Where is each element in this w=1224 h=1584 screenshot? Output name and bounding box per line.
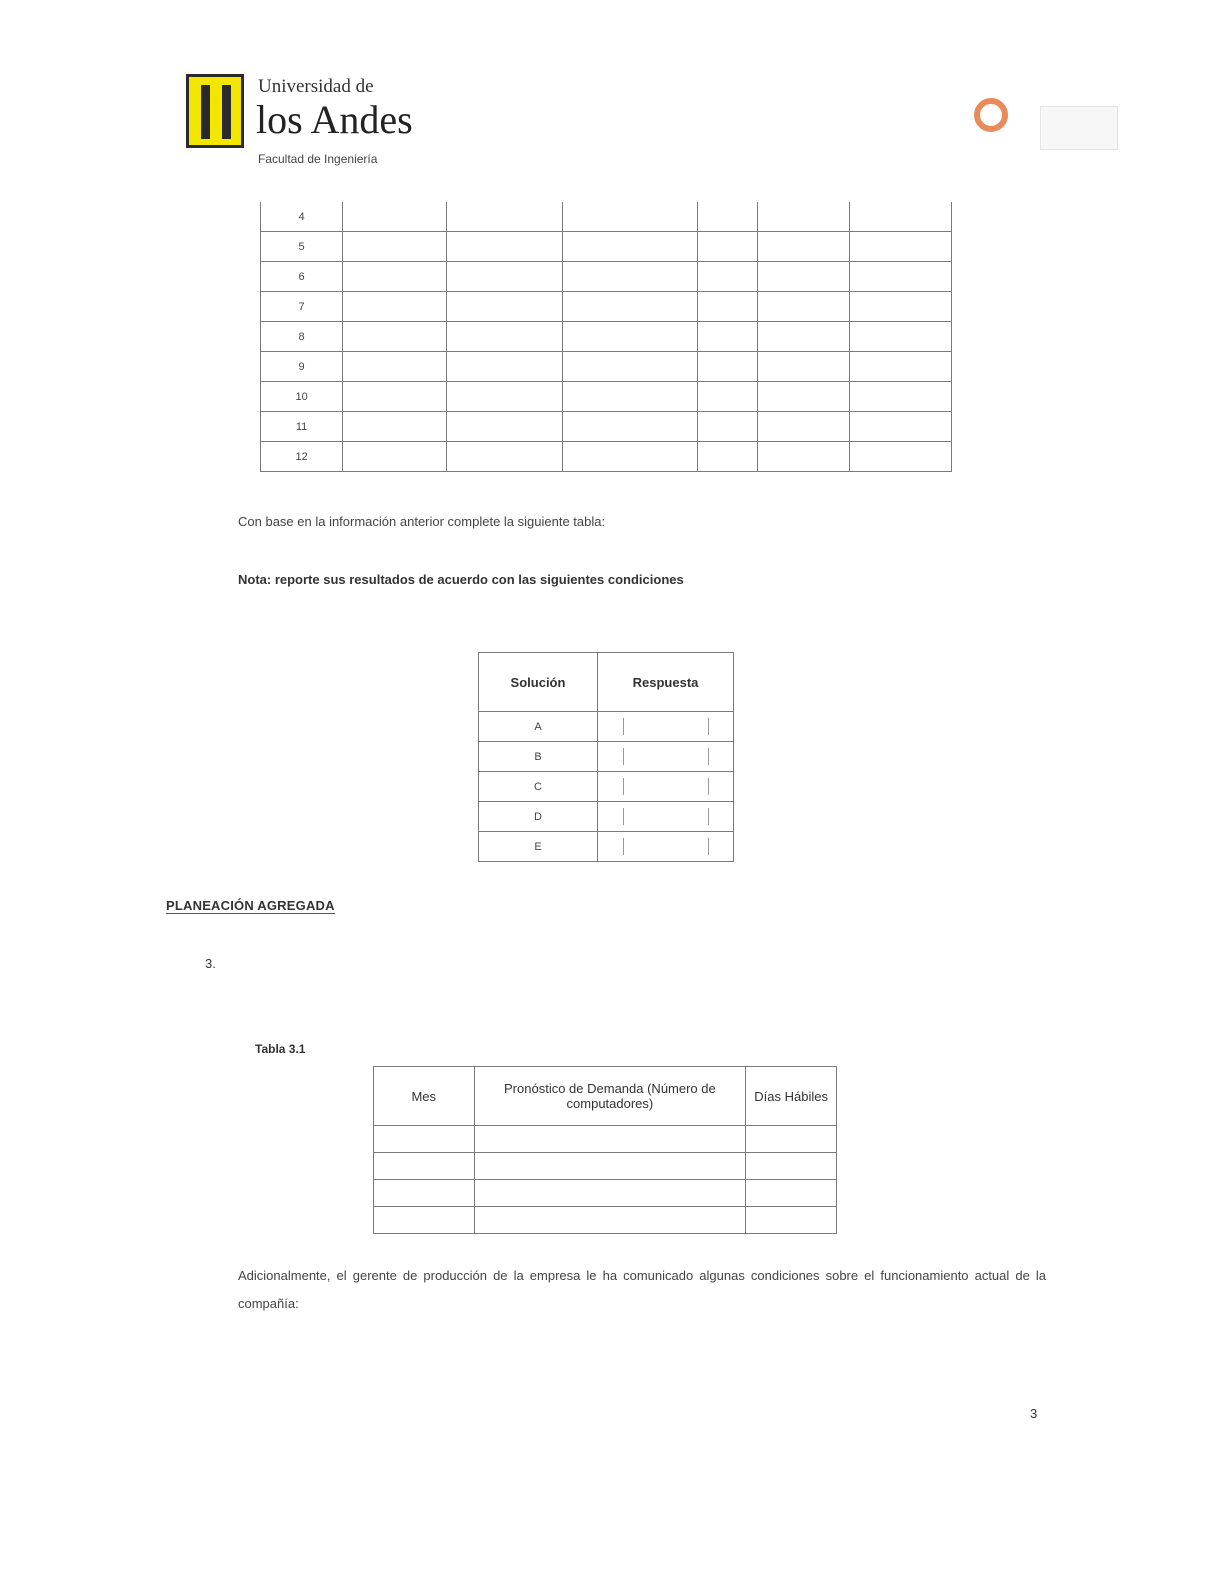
paragraph-instruction: Con base en la información anterior complete la siguiente tabla: — [238, 514, 606, 529]
table-cell — [343, 262, 447, 292]
answer-table — [478, 652, 734, 862]
faculty-name: Facultad de Ingeniería — [258, 152, 378, 166]
table-cell — [758, 382, 850, 412]
table-row — [261, 352, 952, 382]
table-cell — [562, 412, 697, 442]
solution-label: A — [479, 712, 598, 742]
table-cell: 5 — [261, 232, 343, 262]
demand-table — [373, 1066, 837, 1234]
item-text — [238, 954, 1046, 982]
table-row — [479, 832, 734, 862]
table-cell — [697, 352, 757, 382]
table-cell: 12 — [261, 442, 343, 472]
table-cell — [343, 322, 447, 352]
item-number: 3. — [205, 956, 216, 971]
table-cell — [374, 1153, 475, 1180]
table-cell — [562, 352, 697, 382]
table-cell — [758, 292, 850, 322]
table-cell — [446, 412, 562, 442]
solution-label: D — [479, 802, 598, 832]
table-cell — [697, 232, 757, 262]
table-cell — [850, 382, 952, 412]
caption-label: Tabla 3.1 — [255, 1042, 306, 1056]
accreditation-seal-icon — [966, 98, 1018, 154]
table-cell — [343, 382, 447, 412]
logo-mark-icon — [186, 74, 244, 148]
table-cell — [343, 232, 447, 262]
header-demand-forecast: Pronóstico de Demanda (Número de computadores) — [474, 1067, 746, 1126]
table-cell — [850, 262, 952, 292]
table-cell — [343, 202, 447, 232]
table-cell — [697, 202, 757, 232]
table-cell — [343, 442, 447, 472]
table-row — [261, 382, 952, 412]
table-cell — [758, 412, 850, 442]
header-answer: Respuesta — [598, 653, 734, 712]
paragraph-note — [238, 566, 1046, 594]
table-cell — [562, 442, 697, 472]
table-cell — [850, 232, 952, 262]
table-row — [374, 1207, 837, 1234]
table-cell — [446, 382, 562, 412]
table-cell — [758, 442, 850, 472]
table-cell — [697, 262, 757, 292]
table-cell — [562, 322, 697, 352]
logo-line-2: los Andes — [256, 97, 413, 142]
table-cell — [850, 322, 952, 352]
table-cell — [746, 1153, 837, 1180]
table-row — [261, 202, 952, 232]
table-cell — [446, 232, 562, 262]
table-cell — [474, 1126, 746, 1153]
table-cell — [474, 1153, 746, 1180]
answer-field[interactable] — [598, 802, 734, 832]
header-solution: Solución — [479, 653, 598, 712]
table-cell — [343, 412, 447, 442]
data-table — [260, 202, 952, 472]
table-cell: 9 — [261, 352, 343, 382]
table-cell — [697, 412, 757, 442]
table-cell — [446, 352, 562, 382]
table-cell — [758, 262, 850, 292]
table-cell — [746, 1180, 837, 1207]
table-cell — [850, 442, 952, 472]
table-cell — [746, 1126, 837, 1153]
header-month: Mes — [374, 1067, 475, 1126]
table-cell — [850, 202, 952, 232]
table-cell — [850, 292, 952, 322]
table-row — [374, 1180, 837, 1207]
table-cell: 11 — [261, 412, 343, 442]
table-cell: 6 — [261, 262, 343, 292]
table-cell — [374, 1126, 475, 1153]
table-cell — [850, 352, 952, 382]
page-number: 3 — [1030, 1406, 1038, 1421]
table-row — [479, 802, 734, 832]
table-cell — [758, 202, 850, 232]
answer-field[interactable] — [598, 742, 734, 772]
answer-field[interactable] — [598, 712, 734, 742]
university-logo — [186, 72, 436, 176]
table-cell — [562, 292, 697, 322]
table-cell — [446, 262, 562, 292]
table-cell — [562, 232, 697, 262]
closing-paragraph: Adicionalmente, el gerente de producción de la empresa le ha comunicado algunas condiciones sobre el funcionamiento actual de la compañía: — [238, 1268, 1046, 1311]
table-row — [261, 232, 952, 262]
table-cell — [562, 382, 697, 412]
table-cell — [446, 292, 562, 322]
table-cell — [758, 352, 850, 382]
table-row — [479, 742, 734, 772]
table-cell — [562, 262, 697, 292]
solution-label: C — [479, 772, 598, 802]
table-row — [374, 1126, 837, 1153]
table-cell — [446, 202, 562, 232]
note-strong-text: Nota: reporte sus resultados de acuerdo con las siguientes condiciones — [238, 572, 684, 587]
table-cell: 4 — [261, 202, 343, 232]
header-working-days: Días Hábiles — [746, 1067, 837, 1126]
table-row — [261, 292, 952, 322]
table-row — [261, 442, 952, 472]
table-cell: 7 — [261, 292, 343, 322]
table-cell — [697, 322, 757, 352]
table-row — [261, 412, 952, 442]
table-cell — [746, 1207, 837, 1234]
table-cell — [374, 1207, 475, 1234]
solution-label: B — [479, 742, 598, 772]
answer-field[interactable] — [598, 832, 734, 862]
table-cell — [697, 442, 757, 472]
table-row — [261, 322, 952, 352]
table-cell — [758, 232, 850, 262]
table-cell — [343, 292, 447, 322]
table-cell: 8 — [261, 322, 343, 352]
table-caption — [255, 1042, 305, 1056]
section-title: PLANEACIÓN AGREGADA — [166, 898, 335, 913]
table-cell — [697, 382, 757, 412]
table-cell — [697, 292, 757, 322]
solution-label: E — [479, 832, 598, 862]
table-cell — [474, 1207, 746, 1234]
table-row — [479, 772, 734, 802]
logo-line-1: Universidad de — [258, 76, 374, 97]
table-row — [479, 712, 734, 742]
table-cell — [374, 1180, 475, 1207]
accreditation-badge — [1040, 106, 1118, 150]
table-row — [374, 1153, 837, 1180]
table-cell — [343, 352, 447, 382]
table-cell — [446, 322, 562, 352]
table-cell: 10 — [261, 382, 343, 412]
table-row — [261, 262, 952, 292]
table-cell — [758, 322, 850, 352]
table-cell — [474, 1180, 746, 1207]
answer-field[interactable] — [598, 772, 734, 802]
table-cell — [850, 412, 952, 442]
table-cell — [446, 442, 562, 472]
table-cell — [562, 202, 697, 232]
